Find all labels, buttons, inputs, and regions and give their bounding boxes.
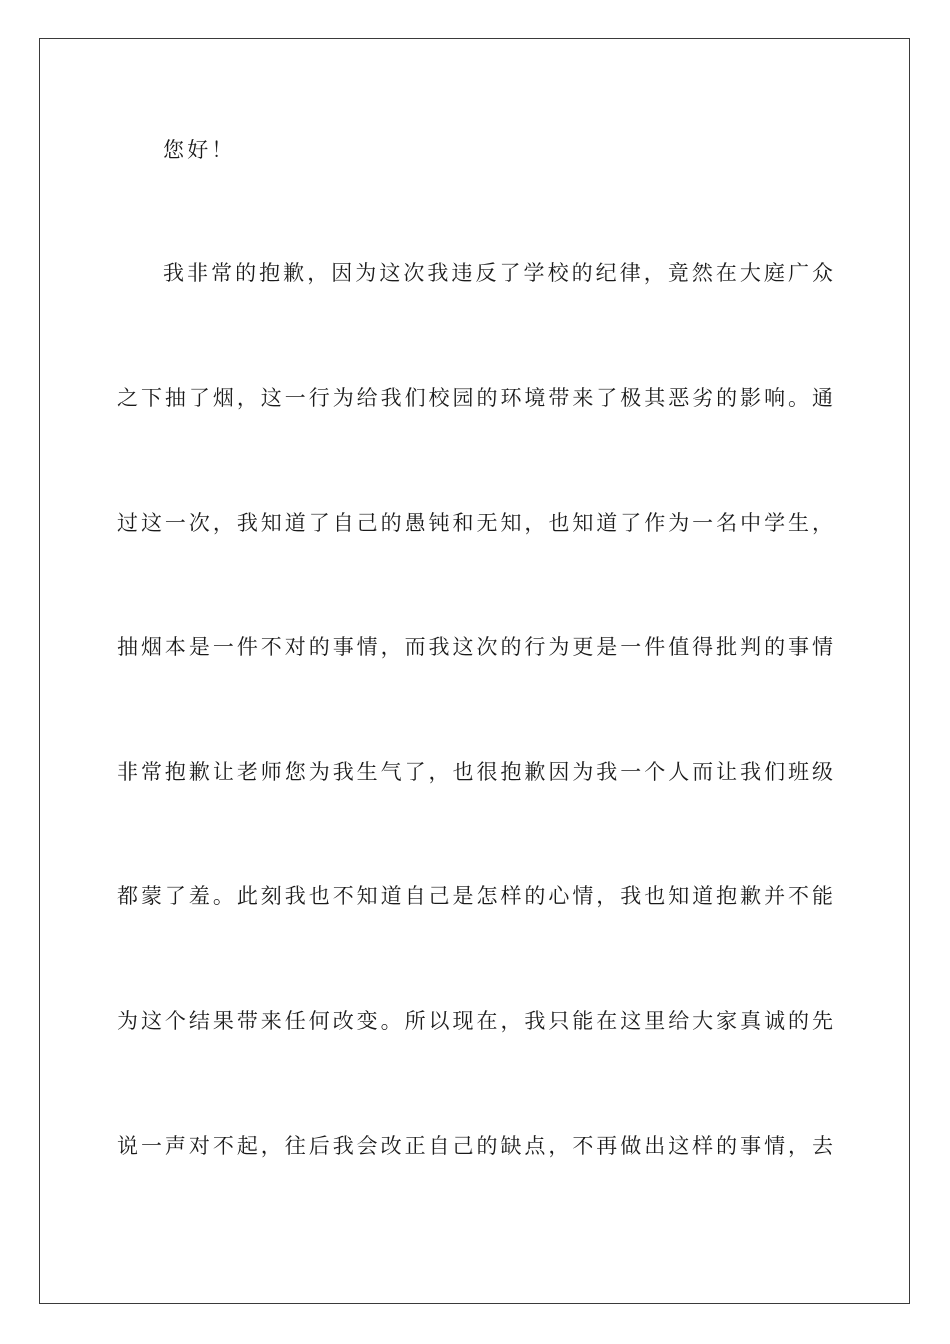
page-border: [39, 38, 910, 1304]
paragraph-line-7: 为这个结果带来任何改变。所以现在，我只能在这里给大家真诚的先: [117, 1009, 833, 1033]
greeting: 您好！: [163, 138, 236, 162]
paragraph-line-5: 非常抱歉让老师您为我生气了，也很抱歉因为我一个人而让我们班级: [117, 760, 833, 784]
paragraph-line-3: 过这一次，我知道了自己的愚钝和无知，也知道了作为一名中学生，: [117, 511, 833, 535]
paragraph-line-2: 之下抽了烟，这一行为给我们校园的环境带来了极其恶劣的影响。通: [117, 386, 833, 410]
paragraph-line-4: 抽烟本是一件不对的事情，而我这次的行为更是一件值得批判的事情: [117, 635, 833, 659]
paragraph-line-6: 都蒙了羞。此刻我也不知道自己是怎样的心情，我也知道抱歉并不能: [117, 884, 833, 908]
paragraph-line-1: 我非常的抱歉，因为这次我违反了学校的纪律，竟然在大庭广众: [163, 261, 833, 285]
paragraph-line-8: 说一声对不起，往后我会改正自己的缺点，不再做出这样的事情，去: [117, 1134, 833, 1158]
